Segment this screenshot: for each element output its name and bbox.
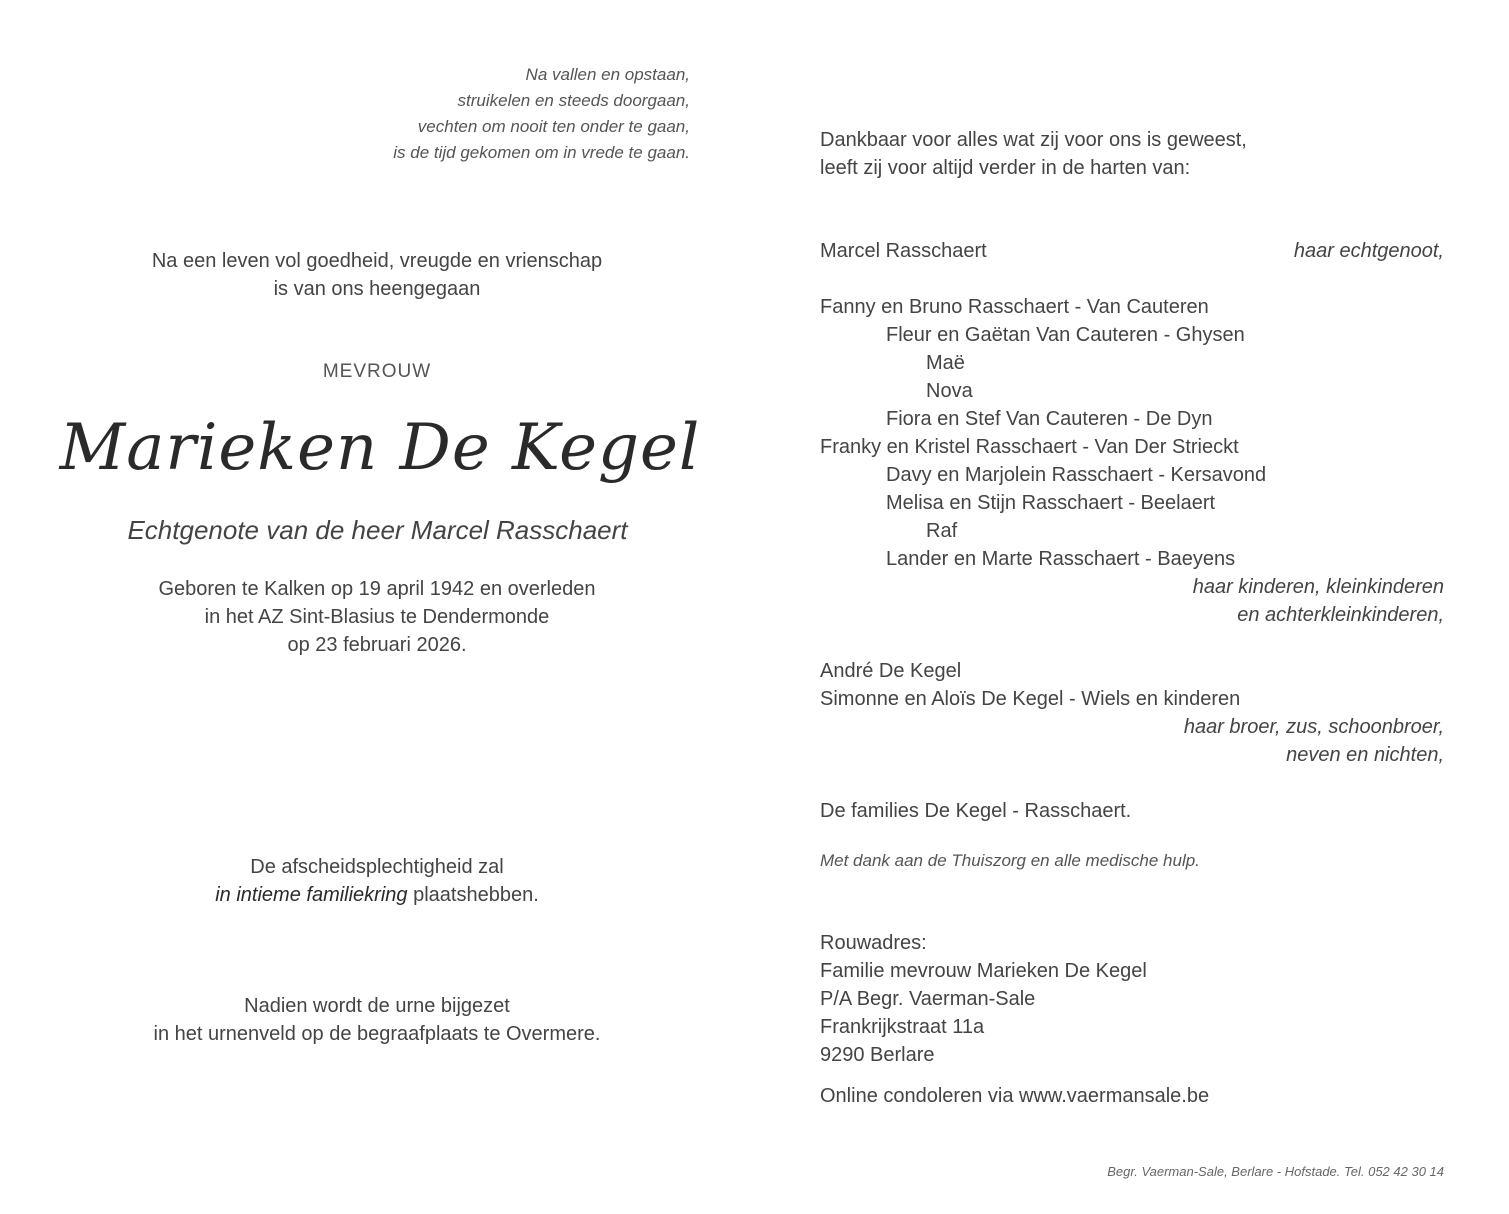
thanks-text [820, 126, 1444, 182]
siblings-relation: neven en nichten, [1286, 744, 1444, 766]
poem-line: Na vallen en opstaan, [525, 65, 690, 84]
address-label: Rouwadres: [820, 932, 927, 954]
poem-line: struikelen en steeds doorgaan, [457, 91, 690, 110]
intro-text [77, 247, 677, 303]
death-date-line: op 23 februari 2026. [287, 634, 467, 656]
great-grandchild-row: Maë [926, 352, 965, 374]
sibling-row: André De Kegel [820, 660, 962, 682]
deceased-name: Marieken De Kegel [59, 411, 701, 485]
grandchild-row: Lander en Marte Rasschaert - Baeyens [886, 548, 1236, 570]
death-place-line: in het AZ Sint-Blasius te Dendermonde [204, 606, 550, 628]
great-grandchild-row: Raf [926, 520, 958, 542]
intro-line: Na een leven vol goedheid, vreugde en vrienschap [151, 250, 603, 272]
address-line: P/A Begr. Vaerman-Sale [820, 988, 1036, 1010]
thanks-line: leeft zij voor altijd verder in de harten van: [820, 157, 1191, 179]
child-row: Fanny en Bruno Rasschaert - Van Cauteren [820, 296, 1209, 318]
sibling-row: Simonne en Aloïs De Kegel - Wiels en kinderen [820, 688, 1241, 710]
grandchild-row: Fleur en Gaëtan Van Cauteren - Ghysen [886, 324, 1245, 346]
children-relation: haar kinderen, kleinkinderen [1192, 576, 1444, 598]
husband-relation: haar echtgenoot, [1293, 240, 1444, 262]
urn-info [77, 992, 677, 1048]
poem-line: is de tijd gekomen om in vrede te gaan. [393, 143, 690, 162]
spouse-line: Echtgenote van de heer Marcel Rasschaert [127, 515, 628, 545]
grandchild-row: Fiora en Stef Van Cauteren - De Dyn [886, 408, 1213, 430]
condolence-link[interactable]: Online condoleren via www.vaermansale.be [820, 1085, 1210, 1107]
honorific: MEVROUW [322, 361, 432, 382]
grandchild-row: Melisa en Stijn Rasschaert - Beelaert [886, 492, 1216, 514]
birth-death-info [77, 575, 677, 659]
address-line: 9290 Berlare [820, 1044, 935, 1066]
poem-line: vechten om nooit ten onder te gaan, [417, 117, 690, 136]
medical-thanks: Met dank aan de Thuiszorg en alle medische hulp. [820, 851, 1200, 870]
birth-line: Geboren te Kalken op 19 april 1942 en overleden [158, 578, 596, 600]
mourning-address [820, 929, 1444, 1069]
address-line: Frankrijkstraat 11a [820, 1016, 985, 1038]
husband-name: Marcel Rasschaert [820, 240, 987, 262]
ceremony-emphasis: in intieme familiekring [215, 884, 408, 906]
ceremony-info [77, 853, 677, 909]
poem [290, 62, 690, 166]
funeral-home-footer: Begr. Vaerman-Sale, Berlare - Hofstade. Tel. 052 42 30 14 [1107, 1164, 1444, 1179]
husband-row [820, 237, 1444, 265]
thanks-line: Dankbaar voor alles wat zij voor ons is geweest, [820, 129, 1247, 151]
ceremony-line: De afscheidsplechtigheid zal [250, 856, 504, 878]
great-grandchild-row: Nova [926, 380, 973, 402]
intro-line: is van ons heengegaan [273, 278, 481, 300]
children-relation: en achterkleinkinderen, [1237, 604, 1444, 626]
urn-line: Nadien wordt de urne bijgezet [244, 995, 510, 1017]
address-line: Familie mevrouw Marieken De Kegel [820, 960, 1147, 982]
urn-line: in het urnenveld op de begraafplaats te Overmere. [153, 1023, 601, 1045]
families-row: De families De Kegel - Rasschaert. [820, 800, 1132, 822]
family-list [820, 237, 1444, 825]
ceremony-line [77, 881, 677, 909]
child-row: Franky en Kristel Rasschaert - Van Der Strieckt [820, 436, 1239, 458]
grandchild-row: Davy en Marjolein Rasschaert - Kersavond [886, 464, 1267, 486]
siblings-relation: haar broer, zus, schoonbroer, [1183, 716, 1444, 738]
ceremony-rest: plaatshebben. [407, 884, 539, 906]
